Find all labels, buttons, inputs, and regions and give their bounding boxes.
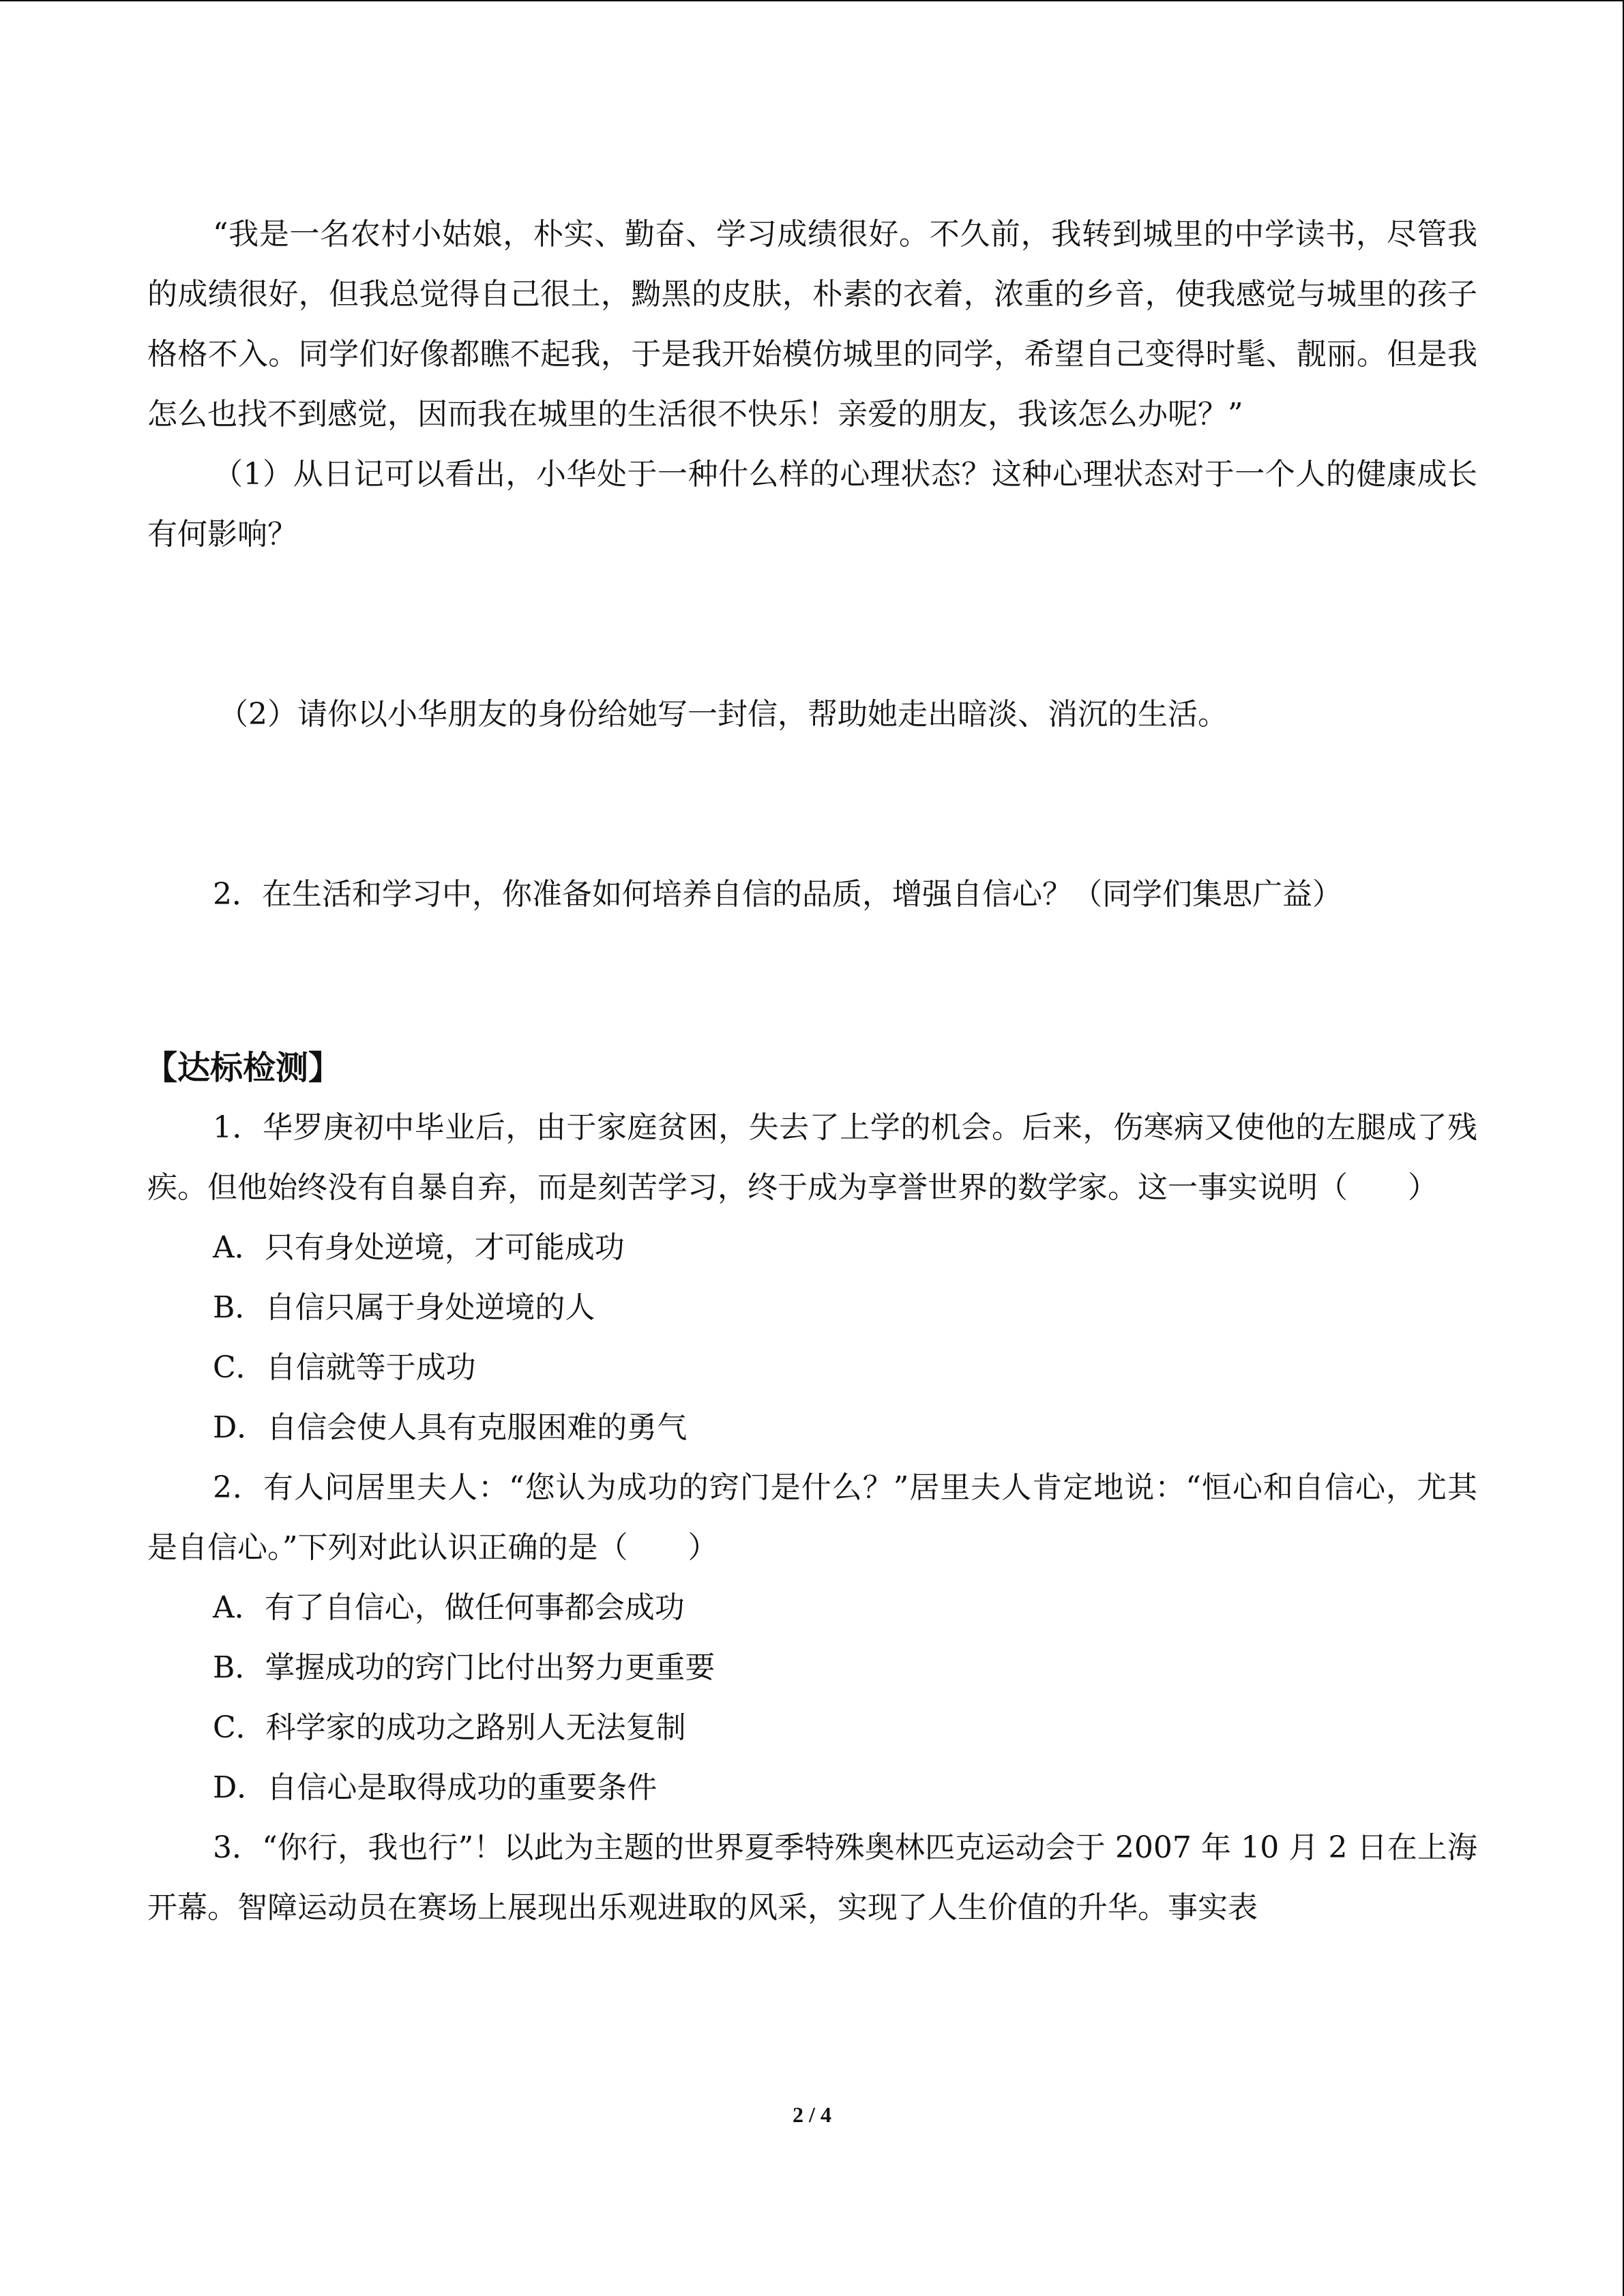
answer-space-3 <box>147 925 1477 1038</box>
answer-space-1 <box>147 565 1477 685</box>
test-item-1-option-c: C．自信就等于成功 <box>213 1350 476 1385</box>
test-item-1-option-a: A．只有身处逆境，才可能成功 <box>213 1230 625 1265</box>
page-border-top <box>0 0 1624 1</box>
question-3: 2．在生活和学习中，你准备如何培养自信的品质，增强自信心？（同学们集思广益） <box>213 877 1342 912</box>
diary-passage: “我是一名农村小姑娘，朴实、勤奋、学习成绩很好。不久前，我转到城里的中学读书，尽管我的成绩很好，但我总觉得自己很土，黝黑的皮肤，朴素的衣着，浓重的乡音，使我感觉与城里的孩子格格不入。同学们好像都瞧不起我，于是我开始模仿城里的同学，希望自己变得时髦、靓丽。但是我怎么也找不到感觉，因而我在城里的生活很不快乐！亲爱的朋友，我该怎么办呢？” <box>147 217 1477 432</box>
question-2: （2）请你以小华朋友的身份给她写一封信，帮助她走出暗淡、消沉的生活。 <box>218 697 1228 732</box>
test-item-2-option-a: A．有了自信心，做任何事都会成功 <box>213 1590 685 1625</box>
test-item-2-stem: 2．有人问居里夫人：“您认为成功的窍门是什么？”居里夫人肯定地说：“恒心和自信心，尤其是自信心。”下列对此认识正确的是（ ） <box>147 1470 1477 1565</box>
test-item-2-option-c: C．科学家的成功之路别人无法复制 <box>213 1710 686 1745</box>
test-item-2-option-b: B．掌握成功的窍门比付出努力更重要 <box>213 1650 715 1685</box>
test-item-3-stem: 3．“你行，我也行”！以此为主题的世界夏季特殊奥林匹克运动会于 2007 年 10 月 2 日在上海开幕。智障运动员在赛场上展现出乐观进取的风采，实现了人生价值的升华。事实表 <box>147 1830 1477 1925</box>
answer-space-2 <box>147 745 1477 865</box>
test-item-1-stem: 1．华罗庚初中毕业后，由于家庭贫困，失去了上学的机会。后来，伤寒病又使他的左腿成了残疾。但他始终没有自暴自弃，而是刻苦学习，终于成为享誉世界的数学家。这一事实说明（ ） <box>147 1110 1477 1205</box>
page-number: 2 / 4 <box>793 2102 831 2127</box>
question-1: （1）从日记可以看出，小华处于一种什么样的心理状态？这种心理状态对于一个人的健康成长有何影响？ <box>147 457 1477 552</box>
test-item-1-option-b: B．自信只属于身处逆境的人 <box>213 1290 595 1325</box>
test-item-2-option-d: D．自信心是取得成功的重要条件 <box>213 1770 658 1805</box>
document-body <box>147 205 1477 1938</box>
test-item-1-option-d: D．自信会使人具有克服困难的勇气 <box>213 1410 688 1445</box>
section-heading: 【达标检测】 <box>145 1049 342 1087</box>
